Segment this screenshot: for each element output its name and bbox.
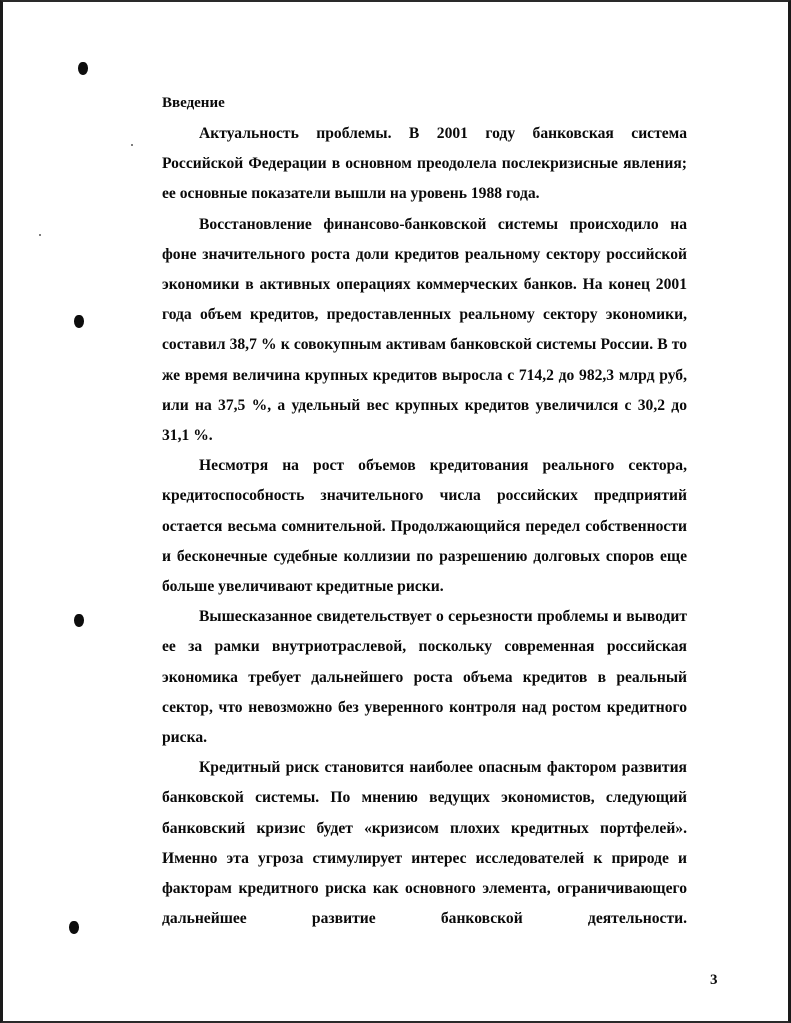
- punch-hole-mark: [74, 614, 84, 627]
- paragraph-credit-risk: [162, 753, 687, 934]
- section-heading: Введение: [162, 95, 225, 111]
- paragraph-text: Вышесказанное свидетельствует о серьезности проблемы и выводит ее за рамки внутриотраслевой, поскольку современная российская экономика требует дальнейшего роста объема кредитов в реальный сектор, что невозможно без уверенного контроля над ростом кредитного риска.: [162, 608, 687, 747]
- paragraph-creditworthiness: [162, 451, 687, 602]
- page-number: 3: [710, 972, 718, 988]
- paragraph-relevance: [162, 119, 687, 210]
- document-body: [162, 90, 687, 934]
- paragraph-text: В 2001 году банковская система Российской Федерации в основном преодолела послекризисные явления; ее основные показатели вышли на уровень 1988 года.: [162, 125, 687, 203]
- paragraph-seriousness: [162, 602, 687, 753]
- paragraph-text: Несмотря на рост объемов кредитования реального сектора, кредитоспособность значительного числа российских предприятий остается весьма сомнительной. Продолжающийся передел собственности и бесконечные судебные коллизии по разрешению долговых споров еще больше увеличивают кредитные риски.: [162, 457, 687, 596]
- scan-speck: [131, 144, 133, 146]
- punch-hole-mark: [74, 315, 84, 328]
- paragraph-recovery: [162, 210, 687, 452]
- paragraph-text: Восстановление финансово-банковской системы происходило на фоне значительного роста доли кредитов реальному сектору российской экономики в активных операциях коммерческих банков. На конец 2001 года объем кредитов, предоставленных реальному сектору экономики, составил 38,7 % к совокупным активам банковской системы России. В то же время величина крупных кредитов выросла с 714,2 до 982,3 млрд руб, или на 37,5 %, а удельный вес крупных кредитов увеличился с 30,2 до 31,1 %.: [162, 215, 687, 445]
- punch-hole-mark: [78, 62, 88, 75]
- paragraph-lead: Актуальность проблемы.: [199, 125, 392, 142]
- scan-speck: [39, 234, 41, 236]
- punch-hole-mark: [69, 921, 79, 934]
- paragraph-text: Кредитный риск становится наиболее опасным фактором развития банковской системы. По мнению ведущих экономистов, следующий банковский кризис будет «кризисом плохих кредитных портфелей». Именно эта угроза стимулирует интерес исследователей к природе и факторам кредитного риска как основного элемента, ограничивающего дальнейшее развитие банковской деятельности.: [162, 759, 687, 928]
